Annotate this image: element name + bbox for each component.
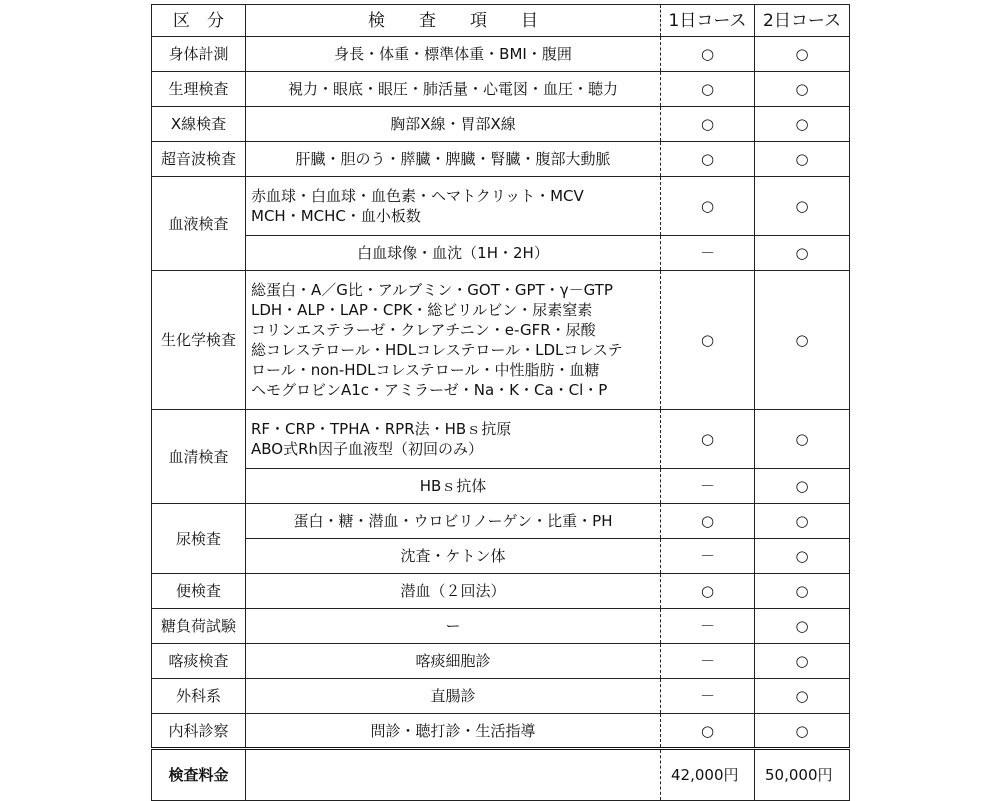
item-line: コリンエステラーゼ・クレアチニン・e-GFR・尿酸 [251, 321, 596, 339]
row-items: ー [246, 609, 661, 644]
table-row [152, 679, 850, 714]
row-items: 肝臓・胆のう・膵臓・脾臓・腎臓・腹部大動脈 [246, 142, 661, 177]
fee-empty-cell [246, 749, 661, 801]
row-items: 沈査・ケトン体 [246, 539, 661, 574]
header-course-1day: 1日コース [661, 5, 755, 37]
row-category: 超音波検査 [152, 142, 246, 177]
row-items: 胸部X線・胃部X線 [246, 107, 661, 142]
mark-course-2day: ○ [755, 644, 850, 679]
table-row [152, 142, 850, 177]
table-row [152, 72, 850, 107]
row-category: 尿検査 [152, 504, 246, 574]
header-category: 区 分 [152, 5, 246, 37]
header-course-2day: 2日コース [755, 5, 850, 37]
mark-course-1day: ○ [661, 142, 755, 177]
mark-course-2day: ○ [755, 177, 850, 236]
table-row [152, 236, 850, 271]
mark-course-2day: ○ [755, 271, 850, 410]
row-items: 蛋白・糖・潜血・ウロビリノーゲン・比重・PH [246, 504, 661, 539]
mark-course-2day: ○ [755, 679, 850, 714]
mark-course-2day: ○ [755, 609, 850, 644]
row-category: 生化学検査 [152, 271, 246, 410]
item-line: ABO式Rh因子血液型（初回のみ） [251, 440, 484, 458]
total-row [152, 749, 850, 801]
item-line: RF・CRP・TPHA・RPR法・HBｓ抗原 [251, 420, 512, 438]
mark-course-2day: ○ [755, 504, 850, 539]
mark-course-1day: ○ [661, 107, 755, 142]
mark-course-1day: ○ [661, 410, 755, 469]
table-row [152, 271, 850, 410]
item-line: ロール・non-HDLコレステロール・中性脂肪・血糖 [251, 361, 600, 379]
row-items: 喀痰細胞診 [246, 644, 661, 679]
item-line: 総コレステロール・HDLコレステロール・LDLコレステ [251, 341, 623, 359]
mark-course-1day: － [661, 679, 755, 714]
table-row [152, 107, 850, 142]
row-category: 血清検査 [152, 410, 246, 504]
mark-course-1day: ○ [661, 271, 755, 410]
table-row [152, 504, 850, 539]
row-items: 白血球像・血沈（1H・2H） [246, 236, 661, 271]
mark-course-1day: ○ [661, 574, 755, 609]
table-row [152, 539, 850, 574]
fee-label: 検査料金 [152, 749, 246, 801]
row-category: 生理検査 [152, 72, 246, 107]
mark-course-1day: ○ [661, 37, 755, 72]
table-row [152, 37, 850, 72]
row-category: 喀痰検査 [152, 644, 246, 679]
mark-course-1day: － [661, 469, 755, 504]
exam-table [151, 4, 850, 801]
mark-course-2day: ○ [755, 714, 850, 749]
item-line: ヘモグロビンA1c・アミラーゼ・Na・K・Ca・Cl・P [251, 381, 608, 399]
mark-course-2day: ○ [755, 142, 850, 177]
row-items: 潜血（２回法） [246, 574, 661, 609]
table-row [152, 410, 850, 469]
row-category: 糖負荷試験 [152, 609, 246, 644]
mark-course-2day: ○ [755, 72, 850, 107]
row-category: 身体計測 [152, 37, 246, 72]
row-items: 問診・聴打診・生活指導 [246, 714, 661, 749]
mark-course-2day: ○ [755, 469, 850, 504]
mark-course-2day: ○ [755, 574, 850, 609]
table-header-row [152, 5, 850, 37]
mark-course-2day: ○ [755, 539, 850, 574]
table-row [152, 177, 850, 236]
row-category: 内科診察 [152, 714, 246, 749]
mark-course-2day: ○ [755, 37, 850, 72]
mark-course-2day: ○ [755, 410, 850, 469]
row-category: 外科系 [152, 679, 246, 714]
mark-course-2day: ○ [755, 236, 850, 271]
table-row [152, 469, 850, 504]
row-items [246, 410, 661, 469]
table-row [152, 609, 850, 644]
mark-course-1day: ○ [661, 504, 755, 539]
item-line: 総蛋白・A／G比・アルブミン・GOT・GPT・γ－GTP [251, 281, 613, 299]
mark-course-1day: － [661, 539, 755, 574]
row-category: 便検査 [152, 574, 246, 609]
table-row [152, 714, 850, 749]
row-items: 直腸診 [246, 679, 661, 714]
item-line: LDH・ALP・LAP・CPK・総ビリルビン・尿素窒素 [251, 301, 593, 319]
item-line: MCH・MCHC・血小板数 [251, 207, 421, 225]
fee-course-2day: 50,000円 [755, 749, 850, 801]
mark-course-1day: － [661, 644, 755, 679]
row-category: X線検査 [152, 107, 246, 142]
mark-course-1day: ○ [661, 72, 755, 107]
table-row [152, 574, 850, 609]
mark-course-1day: － [661, 236, 755, 271]
row-items [246, 271, 661, 410]
row-items: HBｓ抗体 [246, 469, 661, 504]
mark-course-1day: ○ [661, 177, 755, 236]
mark-course-2day: ○ [755, 107, 850, 142]
mark-course-1day: ○ [661, 714, 755, 749]
table-row [152, 644, 850, 679]
row-items: 視力・眼底・眼圧・肺活量・心電図・血圧・聴力 [246, 72, 661, 107]
mark-course-1day: － [661, 609, 755, 644]
row-items: 身長・体重・標準体重・BMI・腹囲 [246, 37, 661, 72]
row-items [246, 177, 661, 236]
header-items: 検 査 項 目 [246, 5, 661, 37]
item-line: 赤血球・白血球・血色素・ヘマトクリット・MCV [251, 187, 584, 205]
row-category: 血液検査 [152, 177, 246, 271]
fee-course-1day: 42,000円 [661, 749, 755, 801]
